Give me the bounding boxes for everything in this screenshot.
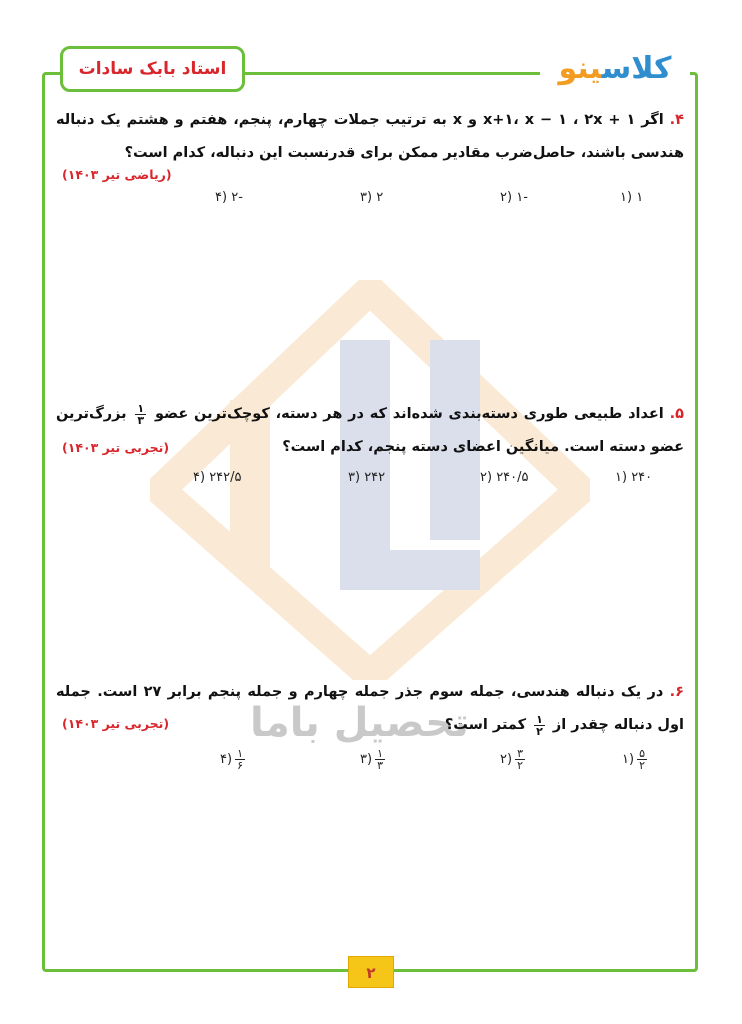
option-2[interactable]: -۱ (۲ xyxy=(500,190,528,205)
option-1[interactable]: $\frac{۵}{۲}$ (۱ xyxy=(622,747,645,772)
question-6: ۶. در یک دنباله هندسی، جمله سوم جذر جمله چهارم و جمله پنجم برابر ۲۷ است. جمله اول دنباله چقدر از $\frac{۱}{۲}$ کمتر است؟ xyxy=(56,684,684,738)
question-5: ۵. اعداد طبیعی طوری دسته‌بندی شده‌اند که در هر دسته، کوچک‌ترین عضو $\frac{۱}{۳}$ بزرگ‌ترین عضو دسته است. میانگین اعضای دسته پنجم، کدام است؟ xyxy=(56,401,684,455)
option-2[interactable]: $\frac{۳}{۲}$ (۲ xyxy=(500,747,523,772)
question-6-options xyxy=(0,748,742,772)
option-3[interactable]: ۲ (۳ xyxy=(360,190,384,205)
fraction: $\frac{۱}{۲}$ xyxy=(536,712,543,738)
option-3[interactable]: ۲۴۲ (۳ xyxy=(348,470,386,485)
option-1[interactable]: ۱ (۱ xyxy=(620,190,644,205)
question-4-options xyxy=(0,190,742,214)
brand-logo: کلاسینو xyxy=(540,44,690,94)
question-4: ۴. اگر x+۱، x − ۱ ، ۲x + ۱ و x به ترتیب جملات چهارم، پنجم، هفتم و هشتم یک دنباله هندسی باشند، حاصل‌ضرب مقادیر ممکن برای قدرنسبت این دنباله، کدام است؟ xyxy=(56,112,684,161)
option-4[interactable]: $\frac{۱}{۶}$ (۴ xyxy=(220,747,243,772)
option-2[interactable]: ۲۴۰/۵ (۲ xyxy=(480,470,529,485)
fraction: $\frac{۱}{۳}$ xyxy=(137,401,145,427)
option-1[interactable]: ۲۴۰ (۱ xyxy=(615,470,653,485)
question-6-source: (تجربی تیر ۱۴۰۳) xyxy=(62,716,170,731)
option-4[interactable]: ۲۴۲/۵ (۴ xyxy=(193,470,242,485)
question-4-source: (ریاضی تیر ۱۴۰۳) xyxy=(62,167,172,182)
teacher-name-badge: استاد بابک سادات xyxy=(60,46,245,92)
watermark-text: تحصیل باما xyxy=(250,700,470,746)
page-number: ۲ xyxy=(348,956,394,988)
option-4[interactable]: -۲ (۴ xyxy=(215,190,243,205)
option-3[interactable]: $\frac{۱}{۳}$ (۳ xyxy=(360,747,383,772)
question-5-source: (تجربی تیر ۱۴۰۳) xyxy=(62,440,170,455)
question-5-options xyxy=(0,470,742,494)
